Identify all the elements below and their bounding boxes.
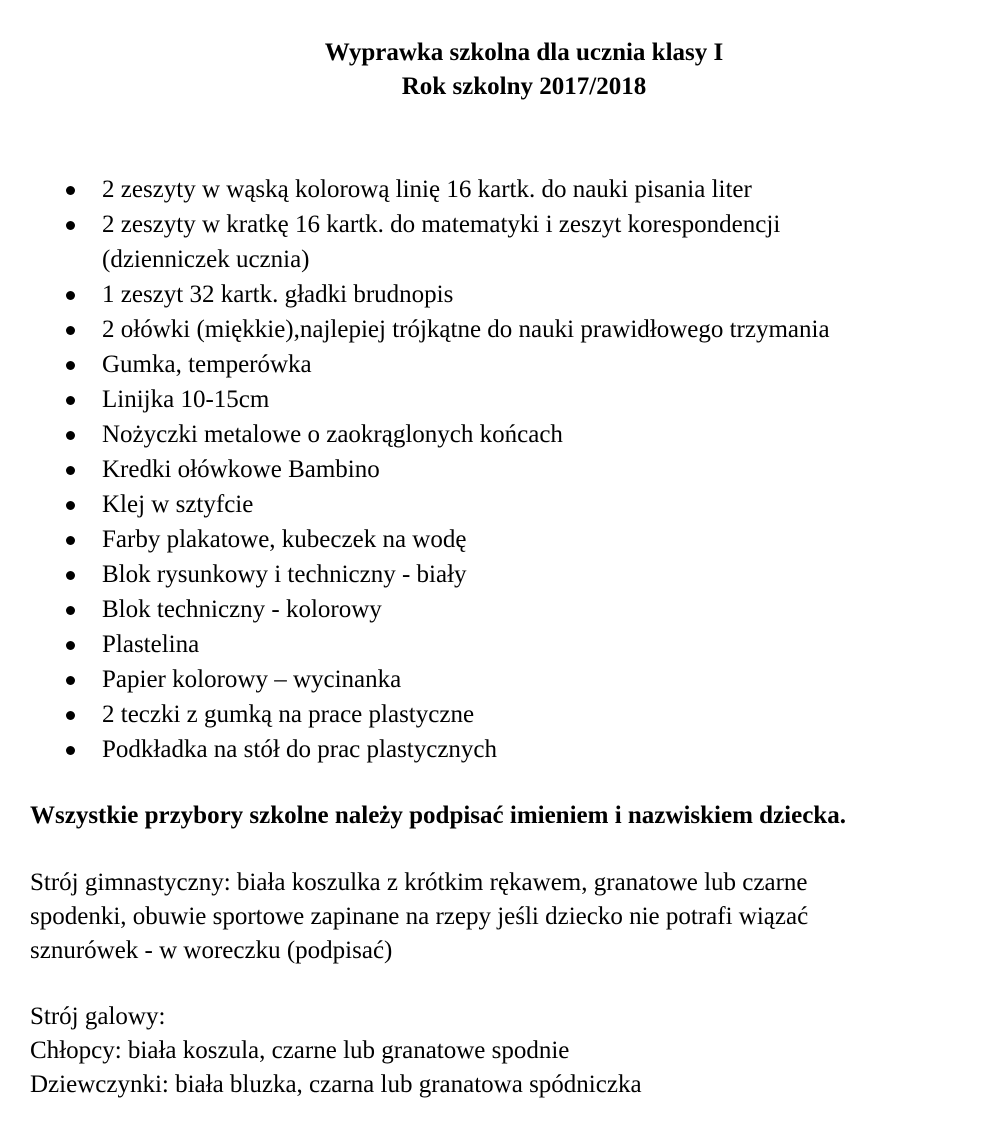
list-item-text: (dzienniczek ucznia) [102, 246, 310, 273]
gala-uniform-heading: Strój galowy: [30, 1003, 166, 1030]
list-item [0, 312, 1000, 347]
list-item-text: Farby plakatowe, kubeczek na wodę [102, 526, 467, 553]
list-item-text: Blok techniczny - kolorowy [102, 596, 382, 623]
list-item [0, 522, 1000, 557]
list-item-text: Plastelina [102, 631, 200, 658]
bullet-icon [66, 326, 75, 335]
label-notice: Wszystkie przybory szkolne należy podpisać imieniem i nazwiskiem dziecka. [30, 802, 846, 829]
bullet-icon [66, 711, 75, 720]
list-item [0, 417, 1000, 452]
bullet-icon [66, 221, 75, 230]
bullet-icon [66, 396, 75, 405]
list-item-text: Klej w sztyfcie [102, 491, 254, 518]
list-item-text: Kredki ołówkowe Bambino [102, 456, 380, 483]
list-item [0, 627, 1000, 662]
bullet-icon [66, 466, 75, 475]
bullet-icon [66, 431, 75, 440]
bullet-icon [66, 501, 75, 510]
list-item-text: Podkładka na stół do prac plastycznych [102, 736, 498, 763]
list-item [0, 452, 1000, 487]
pe-uniform-paragraph [30, 866, 808, 968]
list-item [0, 347, 1000, 382]
list-item-text: 2 ołówki (miękkie),najlepiej trójkątne do nauki prawidłowego trzymania [102, 316, 830, 343]
pe-uniform-line: sznurówek - w woreczku (podpisać) [30, 937, 393, 964]
bullet-icon [66, 641, 75, 650]
bullet-icon [66, 746, 75, 755]
list-item [0, 557, 1000, 592]
bullet-icon [66, 361, 75, 370]
list-item-text: Gumka, temperówka [102, 351, 312, 378]
list-item [0, 592, 1000, 627]
school-year-title: Rok szkolny 2017/2018 [401, 73, 647, 100]
bullet-icon [66, 186, 75, 195]
bullet-icon [66, 676, 75, 685]
bullet-icon [66, 571, 75, 580]
bullet-icon [66, 291, 75, 300]
list-item [0, 697, 1000, 732]
list-item [0, 487, 1000, 522]
list-item-text: Papier kolorowy – wycinanka [102, 666, 402, 693]
gala-uniform-paragraph [30, 1000, 642, 1102]
gala-uniform-girls: Dziewczynki: biała bluzka, czarna lub granatowa spódniczka [30, 1071, 642, 1098]
list-item-text: Linijka 10-15cm [102, 386, 270, 413]
document-title: Wyprawka szkolna dla ucznia klasy I [324, 39, 724, 66]
list-item-text: 2 zeszyty w kratkę 16 kartk. do matematyki i zeszyt korespondencji [102, 211, 781, 238]
pe-uniform-line: Strój gimnastyczny: biała koszulka z krótkim rękawem, granatowe lub czarne [30, 869, 808, 896]
list-item-text: Nożyczki metalowe o zaokrąglonych końcach [102, 421, 563, 448]
bullet-icon [66, 536, 75, 545]
list-item [0, 382, 1000, 417]
list-item-text: 2 teczki z gumką na prace plastyczne [102, 701, 475, 728]
bullet-icon [66, 606, 75, 615]
list-item-text: 1 zeszyt 32 kartk. gładki brudnopis [102, 281, 454, 308]
list-item [0, 662, 1000, 697]
gala-uniform-boys: Chłopcy: biała koszula, czarne lub granatowe spodnie [30, 1037, 570, 1064]
supplies-list [0, 172, 1000, 767]
list-item [0, 732, 1000, 767]
list-item [0, 172, 1000, 207]
list-item [0, 277, 1000, 312]
list-item-text: Blok rysunkowy i techniczny - biały [102, 561, 467, 588]
list-item-text: 2 zeszyty w wąską kolorową linię 16 kartk. do nauki pisania liter [102, 176, 752, 203]
pe-uniform-line: spodenki, obuwie sportowe zapinane na rzepy jeśli dziecko nie potrafi wiązać [30, 903, 809, 930]
list-item [0, 207, 1000, 277]
